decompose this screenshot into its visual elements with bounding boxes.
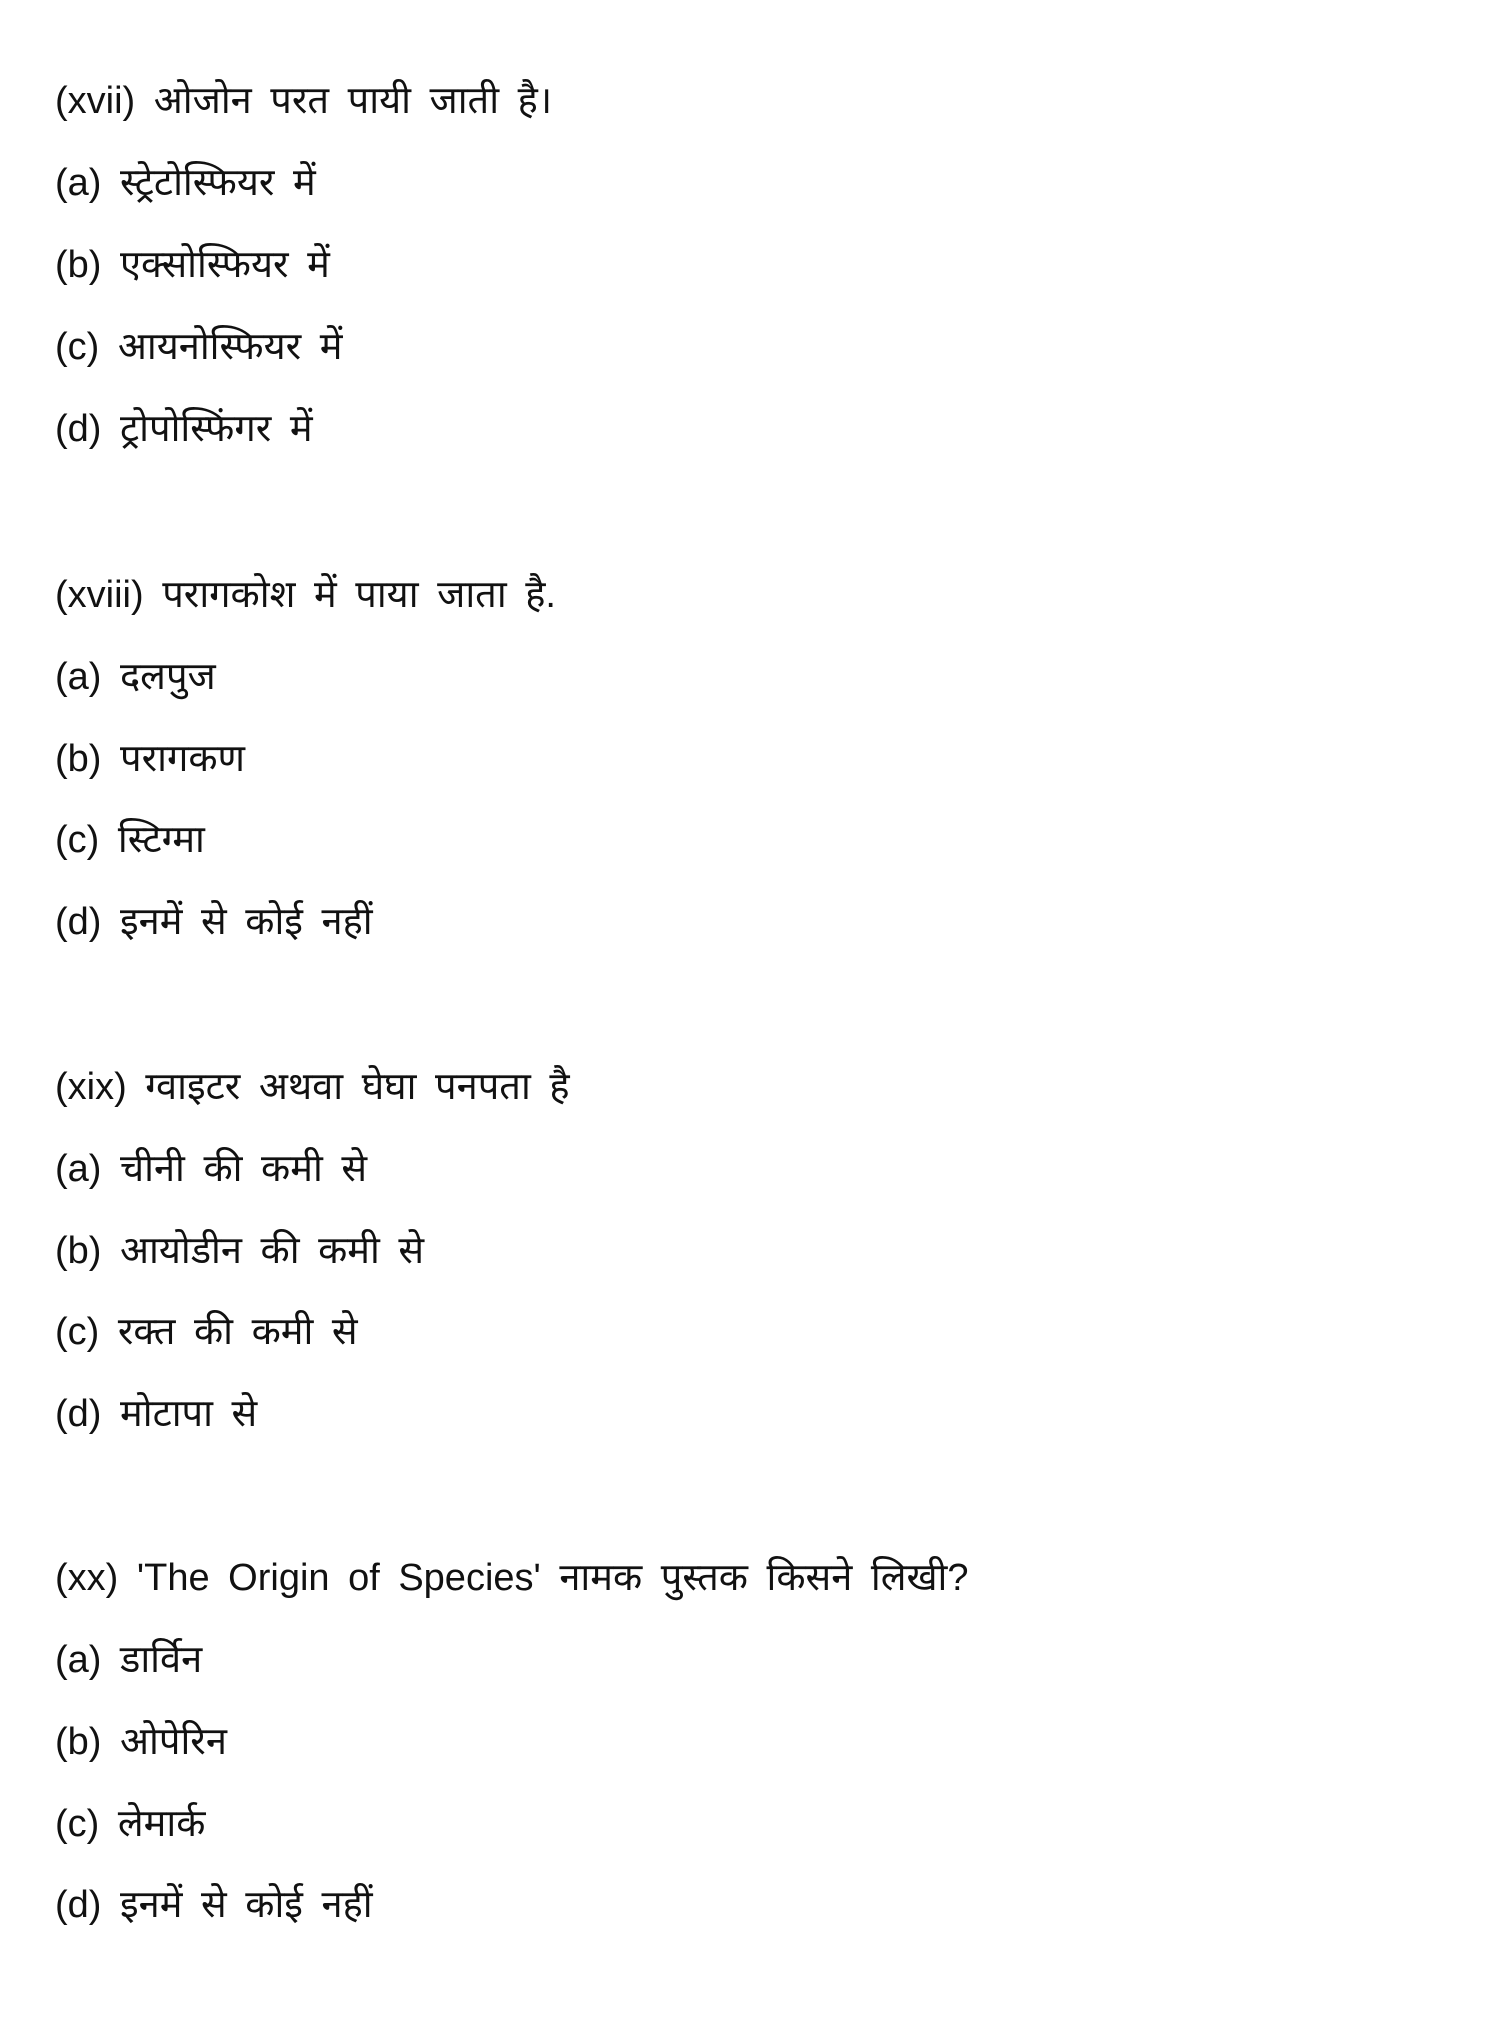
option-c: (c) स्टिग्मा [55, 819, 205, 861]
option-a: (a) स्ट्रेटोस्फियर में [55, 162, 316, 204]
question-text: (xvii) ओजोन परत पायी जाती है। [55, 80, 553, 122]
option-d: (d) इनमें से कोई नहीं [55, 901, 373, 943]
question-text: (xix) ग्वाइटर अथवा घेघा पनपता है [55, 1066, 570, 1108]
option-c: (c) आयनोस्फियर में [55, 326, 343, 368]
option-b: (b) परागकण [55, 738, 246, 780]
option-b: (b) एक्सोस्फियर में [55, 244, 330, 286]
option-a: (a) दलपुज [55, 656, 216, 698]
option-b: (b) ओपेरिन [55, 1721, 227, 1763]
option-d: (d) इनमें से कोई नहीं [55, 1884, 373, 1926]
option-a: (a) चीनी की कमी से [55, 1148, 368, 1190]
option-c: (c) लेमार्क [55, 1803, 206, 1845]
option-d: (d) मोटापा से [55, 1393, 258, 1435]
option-a: (a) डार्विन [55, 1639, 203, 1681]
question-text: (xviii) परागकोश में पाया जाता है. [55, 574, 556, 616]
question-text: (xx) 'The Origin of Species' नामक पुस्तक किसने लिखी? [55, 1557, 969, 1599]
option-c: (c) रक्त की कमी से [55, 1311, 358, 1353]
option-b: (b) आयोडीन की कमी से [55, 1230, 425, 1272]
option-d: (d) ट्रोपोस्फिंगर में [55, 408, 313, 450]
